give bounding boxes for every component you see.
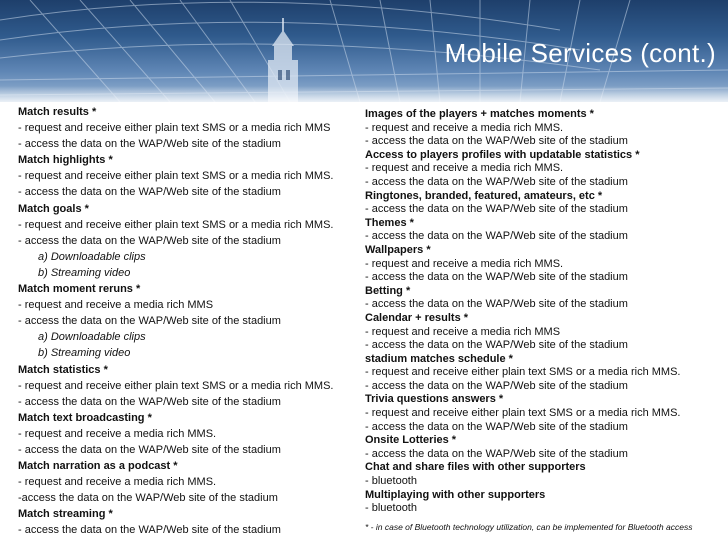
list-item: - request and receive a media rich MMS	[18, 299, 214, 312]
section-heading: Wallpapers *	[365, 243, 431, 256]
section-heading: Ringtones, branded, featured, amateurs, etc *	[365, 189, 603, 202]
sub-item: b) Streaming video	[38, 347, 131, 360]
sub-item: a) Downloadable clips	[38, 250, 146, 263]
list-item: - request and receive a media rich MMS.	[365, 121, 564, 134]
list-item: - access the data on the WAP/Web site of the stadium	[365, 447, 628, 460]
page-title: Mobile Services (cont.)	[444, 38, 716, 68]
section-heading: Images of the players + matches moments *	[365, 108, 594, 120]
section-heading: Themes *	[365, 216, 414, 229]
banner-fade	[0, 86, 728, 106]
list-item: - request and receive a media rich MMS.	[365, 162, 564, 175]
list-item: -access the data on the WAP/Web site of the stadium	[18, 492, 278, 505]
list-item: - bluetooth	[365, 502, 417, 515]
list-item: - request and receive either plain text SMS or a media rich MMS.	[365, 366, 681, 379]
section-heading: Access to players profiles with updatable statistics *	[365, 148, 640, 161]
list-item: - request and receive either plain text SMS or a media rich MMS.	[18, 379, 334, 392]
section-heading: Match highlights *	[18, 154, 113, 167]
list-item: - request and receive a media rich MMS.	[18, 476, 217, 489]
sub-item: a) Downloadable clips	[38, 331, 146, 344]
section-heading: Match results *	[18, 106, 97, 118]
list-item: - request and receive either plain text SMS or a media rich MMS.	[365, 407, 681, 420]
section-heading: Onsite Lotteries *	[365, 434, 457, 447]
list-item: - access the data on the WAP/Web site of the stadium	[18, 395, 281, 408]
list-item: - access the data on the WAP/Web site of the stadium	[365, 379, 628, 392]
section-heading: Multiplaying with other supporters	[365, 488, 546, 501]
list-item: - access the data on the WAP/Web site of the stadium	[18, 315, 281, 328]
left-column	[18, 104, 358, 539]
list-item: - request and receive either plain text SMS or a media rich MMS.	[18, 170, 334, 183]
section-heading: Match statistics *	[18, 363, 108, 376]
right-column	[365, 108, 725, 516]
section-heading: Trivia questions answers *	[365, 393, 504, 406]
list-item: - access the data on the WAP/Web site of the stadium	[365, 230, 628, 243]
list-item: - request and receive a media rich MMS.	[365, 257, 564, 270]
list-item: - access the data on the WAP/Web site of the stadium	[365, 271, 628, 284]
list-item: - access the data on the WAP/Web site of the stadium	[365, 203, 628, 216]
section-heading: stadium matches schedule *	[365, 352, 513, 365]
section-heading: Betting *	[365, 284, 411, 297]
list-item: - access the data on the WAP/Web site of the stadium	[18, 443, 281, 456]
list-item: - access the data on the WAP/Web site of the stadium	[18, 186, 281, 199]
footnote: * - in case of Bluetooth technology utilization, can be implemented for Bluetooth access	[365, 522, 693, 532]
list-item: - access the data on the WAP/Web site of the stadium	[365, 135, 628, 148]
section-heading: Match streaming *	[18, 508, 113, 521]
section-heading: Chat and share files with other supporters	[365, 461, 586, 474]
list-item: - access the data on the WAP/Web site of the stadium	[365, 339, 628, 352]
sub-item: b) Streaming video	[38, 266, 131, 279]
section-heading: Match text broadcasting *	[18, 411, 152, 424]
list-item: - access the data on the WAP/Web site of the stadium	[18, 234, 281, 247]
section-heading: Calendar + results *	[365, 311, 469, 324]
list-item: - access the data on the WAP/Web site of the stadium	[18, 524, 281, 537]
list-item: - request and receive either plain text SMS or a media rich MMS.	[18, 218, 334, 231]
list-item: - request and receive a media rich MMS.	[18, 427, 217, 440]
list-item: - access the data on the WAP/Web site of the stadium	[365, 175, 628, 188]
section-heading: Match narration as a podcast *	[18, 460, 178, 473]
list-item: - bluetooth	[365, 475, 417, 488]
list-item: - access the data on the WAP/Web site of the stadium	[365, 420, 628, 433]
list-item: - request and receive a media rich MMS	[365, 325, 561, 338]
section-heading: Match moment reruns *	[18, 283, 141, 296]
list-item: - access the data on the WAP/Web site of the stadium	[18, 138, 281, 151]
list-item: - access the data on the WAP/Web site of the stadium	[365, 298, 628, 311]
section-heading: Match goals *	[18, 202, 89, 215]
list-item: - request and receive either plain text SMS or a media rich MMS	[18, 122, 331, 135]
